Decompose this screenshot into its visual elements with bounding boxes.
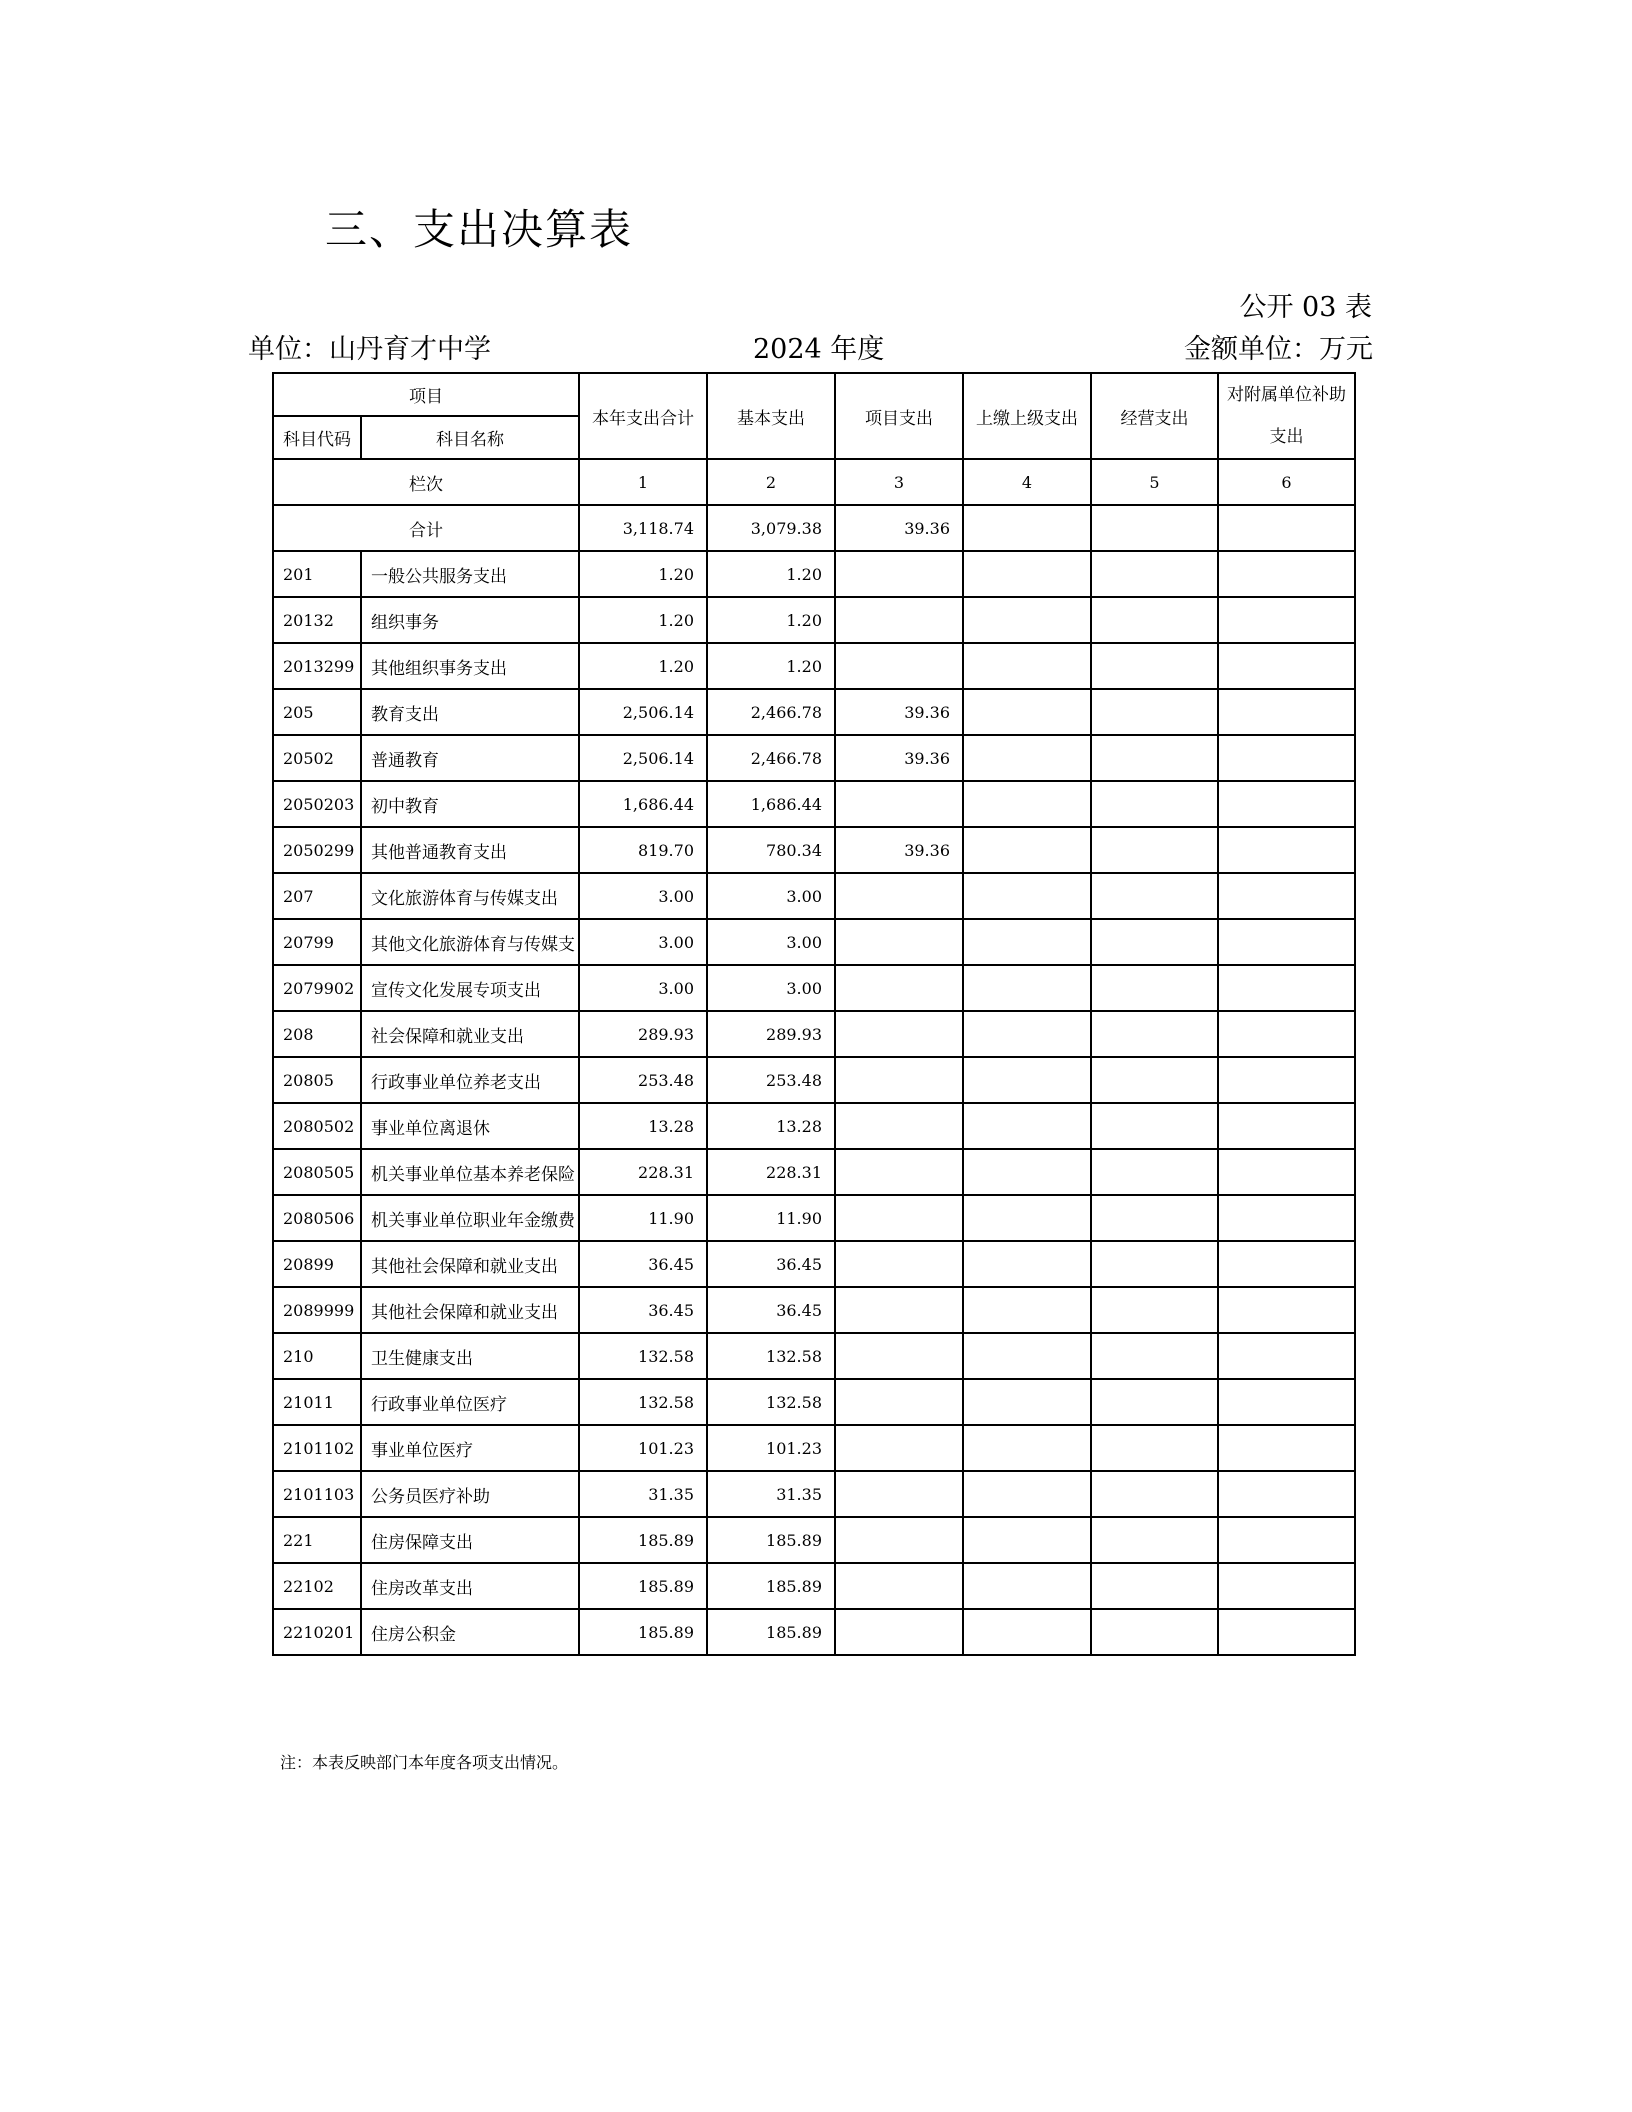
table-row xyxy=(273,1103,1355,1149)
row-col4 xyxy=(963,597,1091,643)
row-col5 xyxy=(1091,689,1218,735)
expenditure-table xyxy=(272,372,1356,1656)
row-code: 2079902 xyxy=(273,965,361,1011)
row-col2: 185.89 xyxy=(707,1609,835,1655)
row-col5 xyxy=(1091,919,1218,965)
row-col6 xyxy=(1218,965,1355,1011)
row-col6 xyxy=(1218,643,1355,689)
row-code: 2080505 xyxy=(273,1149,361,1195)
row-col3 xyxy=(835,965,963,1011)
row-code: 208 xyxy=(273,1011,361,1057)
row-col5 xyxy=(1091,1471,1218,1517)
row-col1: 185.89 xyxy=(579,1563,707,1609)
row-col6 xyxy=(1218,1517,1355,1563)
row-col6 xyxy=(1218,919,1355,965)
header-name: 科目名称 xyxy=(361,416,579,459)
row-col4 xyxy=(963,919,1091,965)
row-col2: 3.00 xyxy=(707,873,835,919)
row-col2: 11.90 xyxy=(707,1195,835,1241)
row-name: 教育支出 xyxy=(361,689,579,735)
row-col5 xyxy=(1091,735,1218,781)
row-col6 xyxy=(1218,551,1355,597)
row-name: 初中教育 xyxy=(361,781,579,827)
row-col4 xyxy=(963,781,1091,827)
row-col1: 31.35 xyxy=(579,1471,707,1517)
row-name: 住房改革支出 xyxy=(361,1563,579,1609)
row-col6 xyxy=(1218,1471,1355,1517)
row-name: 宣传文化发展专项支出 xyxy=(361,965,579,1011)
row-name: 其他社会保障和就业支出 xyxy=(361,1241,579,1287)
row-col1: 101.23 xyxy=(579,1425,707,1471)
total-col5 xyxy=(1091,505,1218,551)
row-col6 xyxy=(1218,1563,1355,1609)
row-col3 xyxy=(835,1471,963,1517)
header-col3: 项目支出 xyxy=(835,373,963,459)
row-col1: 185.89 xyxy=(579,1517,707,1563)
total-col1: 3,118.74 xyxy=(579,505,707,551)
total-row xyxy=(273,505,1355,551)
table-row xyxy=(273,781,1355,827)
header-col4: 上缴上级支出 xyxy=(963,373,1091,459)
table-row xyxy=(273,735,1355,781)
row-col3: 39.36 xyxy=(835,827,963,873)
row-col5 xyxy=(1091,643,1218,689)
header-col1: 本年支出合计 xyxy=(579,373,707,459)
row-code: 2013299 xyxy=(273,643,361,689)
row-col3 xyxy=(835,1011,963,1057)
row-col2: 101.23 xyxy=(707,1425,835,1471)
row-name: 住房保障支出 xyxy=(361,1517,579,1563)
table-row xyxy=(273,1195,1355,1241)
row-col5 xyxy=(1091,1425,1218,1471)
row-col1: 11.90 xyxy=(579,1195,707,1241)
table-row xyxy=(273,1011,1355,1057)
row-col5 xyxy=(1091,1241,1218,1287)
row-col3: 39.36 xyxy=(835,689,963,735)
row-col5 xyxy=(1091,1011,1218,1057)
total-col4 xyxy=(963,505,1091,551)
total-col3: 39.36 xyxy=(835,505,963,551)
row-name: 其他社会保障和就业支出 xyxy=(361,1287,579,1333)
row-col1: 289.93 xyxy=(579,1011,707,1057)
row-col1: 36.45 xyxy=(579,1241,707,1287)
row-code: 20132 xyxy=(273,597,361,643)
header-col2: 基本支出 xyxy=(707,373,835,459)
row-col4 xyxy=(963,1609,1091,1655)
row-col5 xyxy=(1091,597,1218,643)
row-code: 2101103 xyxy=(273,1471,361,1517)
table-row xyxy=(273,919,1355,965)
row-name: 卫生健康支出 xyxy=(361,1333,579,1379)
row-col3 xyxy=(835,1287,963,1333)
row-col2: 1,686.44 xyxy=(707,781,835,827)
row-col5 xyxy=(1091,827,1218,873)
row-col4 xyxy=(963,1333,1091,1379)
row-col4 xyxy=(963,1241,1091,1287)
row-col6 xyxy=(1218,1333,1355,1379)
row-col2: 253.48 xyxy=(707,1057,835,1103)
row-col4 xyxy=(963,873,1091,919)
row-code: 21011 xyxy=(273,1379,361,1425)
row-col1: 1.20 xyxy=(579,597,707,643)
row-col1: 3.00 xyxy=(579,965,707,1011)
row-col2: 3.00 xyxy=(707,919,835,965)
row-code: 210 xyxy=(273,1333,361,1379)
row-col3 xyxy=(835,1149,963,1195)
row-col4 xyxy=(963,551,1091,597)
row-col4 xyxy=(963,1379,1091,1425)
row-code: 20899 xyxy=(273,1241,361,1287)
row-col5 xyxy=(1091,1287,1218,1333)
row-col1: 1.20 xyxy=(579,643,707,689)
table-row xyxy=(273,689,1355,735)
row-col2: 185.89 xyxy=(707,1563,835,1609)
table-row xyxy=(273,827,1355,873)
row-name: 机关事业单位职业年金缴费 xyxy=(361,1195,579,1241)
row-col6 xyxy=(1218,1103,1355,1149)
row-col6 xyxy=(1218,1287,1355,1333)
total-col6 xyxy=(1218,505,1355,551)
lanci-number: 1 xyxy=(579,459,707,505)
lanci-label: 栏次 xyxy=(273,459,579,505)
table-row xyxy=(273,1471,1355,1517)
row-col6 xyxy=(1218,689,1355,735)
row-col2: 2,466.78 xyxy=(707,689,835,735)
row-col2: 228.31 xyxy=(707,1149,835,1195)
header-project: 项目 xyxy=(273,373,579,416)
row-code: 201 xyxy=(273,551,361,597)
table-row xyxy=(273,1379,1355,1425)
row-col6 xyxy=(1218,1057,1355,1103)
row-col3 xyxy=(835,1057,963,1103)
row-code: 207 xyxy=(273,873,361,919)
row-name: 组织事务 xyxy=(361,597,579,643)
row-col6 xyxy=(1218,1149,1355,1195)
row-col4 xyxy=(963,1149,1091,1195)
table-row xyxy=(273,1425,1355,1471)
row-col6 xyxy=(1218,1011,1355,1057)
row-col3 xyxy=(835,873,963,919)
row-name: 其他组织事务支出 xyxy=(361,643,579,689)
row-col1: 1,686.44 xyxy=(579,781,707,827)
row-col5 xyxy=(1091,781,1218,827)
row-col4 xyxy=(963,1425,1091,1471)
lanci-number: 4 xyxy=(963,459,1091,505)
row-name: 行政事业单位养老支出 xyxy=(361,1057,579,1103)
row-col1: 185.89 xyxy=(579,1609,707,1655)
table-row xyxy=(273,1609,1355,1655)
lanci-number: 3 xyxy=(835,459,963,505)
row-col3 xyxy=(835,1379,963,1425)
row-col4 xyxy=(963,1011,1091,1057)
row-col3 xyxy=(835,919,963,965)
row-col6 xyxy=(1218,1241,1355,1287)
row-col5 xyxy=(1091,1057,1218,1103)
row-col5 xyxy=(1091,1195,1218,1241)
row-col2: 132.58 xyxy=(707,1333,835,1379)
row-name: 其他普通教育支出 xyxy=(361,827,579,873)
lanci-number: 5 xyxy=(1091,459,1218,505)
row-col5 xyxy=(1091,1517,1218,1563)
table-note: 注：本表反映部门本年度各项支出情况。 xyxy=(280,1753,569,1772)
row-col4 xyxy=(963,1057,1091,1103)
total-col2: 3,079.38 xyxy=(707,505,835,551)
row-col3 xyxy=(835,1103,963,1149)
row-col5 xyxy=(1091,1149,1218,1195)
row-col4 xyxy=(963,1471,1091,1517)
row-col6 xyxy=(1218,827,1355,873)
row-col5 xyxy=(1091,1563,1218,1609)
row-col4 xyxy=(963,1195,1091,1241)
table-row xyxy=(273,1517,1355,1563)
row-code: 2050203 xyxy=(273,781,361,827)
row-code: 20799 xyxy=(273,919,361,965)
row-col3 xyxy=(835,1425,963,1471)
row-col5 xyxy=(1091,1333,1218,1379)
table-row xyxy=(273,1287,1355,1333)
row-col5 xyxy=(1091,1379,1218,1425)
row-col4 xyxy=(963,1103,1091,1149)
row-col6 xyxy=(1218,781,1355,827)
row-col1: 1.20 xyxy=(579,551,707,597)
table-row xyxy=(273,551,1355,597)
row-col4 xyxy=(963,827,1091,873)
row-code: 221 xyxy=(273,1517,361,1563)
row-col2: 13.28 xyxy=(707,1103,835,1149)
row-col3 xyxy=(835,597,963,643)
row-col4 xyxy=(963,1287,1091,1333)
table-row xyxy=(273,1057,1355,1103)
lanci-number: 2 xyxy=(707,459,835,505)
row-col6 xyxy=(1218,1195,1355,1241)
row-col1: 819.70 xyxy=(579,827,707,873)
row-col3 xyxy=(835,551,963,597)
header-col6-text: 对附属单位补助支出 xyxy=(1227,385,1346,447)
row-col3 xyxy=(835,1517,963,1563)
row-col5 xyxy=(1091,873,1218,919)
table-row xyxy=(273,597,1355,643)
header-col6 xyxy=(1218,373,1355,459)
row-col1: 2,506.14 xyxy=(579,735,707,781)
table-row xyxy=(273,873,1355,919)
year-label: 2024 年度 xyxy=(753,334,885,365)
row-col3 xyxy=(835,643,963,689)
row-col1: 253.48 xyxy=(579,1057,707,1103)
row-col3 xyxy=(835,781,963,827)
row-col3: 39.36 xyxy=(835,735,963,781)
row-name: 事业单位离退休 xyxy=(361,1103,579,1149)
row-col2: 31.35 xyxy=(707,1471,835,1517)
row-col6 xyxy=(1218,1425,1355,1471)
table-row xyxy=(273,643,1355,689)
total-label: 合计 xyxy=(273,505,579,551)
row-col4 xyxy=(963,735,1091,781)
row-name: 其他文化旅游体育与传媒支 xyxy=(361,919,579,965)
row-col1: 3.00 xyxy=(579,919,707,965)
row-code: 22102 xyxy=(273,1563,361,1609)
row-col2: 289.93 xyxy=(707,1011,835,1057)
row-col1: 228.31 xyxy=(579,1149,707,1195)
row-name: 行政事业单位医疗 xyxy=(361,1379,579,1425)
row-col3 xyxy=(835,1241,963,1287)
lanci-number: 6 xyxy=(1218,459,1355,505)
row-col1: 3.00 xyxy=(579,873,707,919)
meta-row xyxy=(248,330,1373,370)
row-col5 xyxy=(1091,1103,1218,1149)
row-name: 公务员医疗补助 xyxy=(361,1471,579,1517)
row-col6 xyxy=(1218,1609,1355,1655)
row-col2: 1.20 xyxy=(707,597,835,643)
row-col4 xyxy=(963,1517,1091,1563)
row-col2: 1.20 xyxy=(707,551,835,597)
row-col1: 13.28 xyxy=(579,1103,707,1149)
row-col2: 36.45 xyxy=(707,1241,835,1287)
row-col3 xyxy=(835,1195,963,1241)
unit-label: 单位：山丹育才中学 xyxy=(248,334,491,365)
row-name: 普通教育 xyxy=(361,735,579,781)
row-col4 xyxy=(963,643,1091,689)
header-col5: 经营支出 xyxy=(1091,373,1218,459)
row-col2: 1.20 xyxy=(707,643,835,689)
row-code: 2089999 xyxy=(273,1287,361,1333)
row-col2: 3.00 xyxy=(707,965,835,1011)
row-col6 xyxy=(1218,597,1355,643)
row-col5 xyxy=(1091,965,1218,1011)
row-col1: 36.45 xyxy=(579,1287,707,1333)
row-col4 xyxy=(963,1563,1091,1609)
row-col2: 185.89 xyxy=(707,1517,835,1563)
row-col2: 2,466.78 xyxy=(707,735,835,781)
row-col1: 2,506.14 xyxy=(579,689,707,735)
row-col6 xyxy=(1218,873,1355,919)
row-name: 社会保障和就业支出 xyxy=(361,1011,579,1057)
row-code: 205 xyxy=(273,689,361,735)
row-col4 xyxy=(963,689,1091,735)
table-row xyxy=(273,1241,1355,1287)
page-title: 三、支出决算表 xyxy=(325,205,634,254)
money-unit-label: 金额单位：万元 xyxy=(1184,334,1373,365)
row-col2: 36.45 xyxy=(707,1287,835,1333)
row-col2: 132.58 xyxy=(707,1379,835,1425)
row-code: 2080506 xyxy=(273,1195,361,1241)
row-col1: 132.58 xyxy=(579,1333,707,1379)
row-code: 20502 xyxy=(273,735,361,781)
row-name: 一般公共服务支出 xyxy=(361,551,579,597)
row-code: 2210201 xyxy=(273,1609,361,1655)
row-code: 2050299 xyxy=(273,827,361,873)
row-name: 机关事业单位基本养老保险 xyxy=(361,1149,579,1195)
row-col5 xyxy=(1091,551,1218,597)
header-code: 科目代码 xyxy=(273,416,361,459)
table-body xyxy=(273,505,1355,1655)
row-col1: 132.58 xyxy=(579,1379,707,1425)
row-code: 2101102 xyxy=(273,1425,361,1471)
row-col3 xyxy=(835,1609,963,1655)
row-name: 文化旅游体育与传媒支出 xyxy=(361,873,579,919)
row-col5 xyxy=(1091,1609,1218,1655)
row-col3 xyxy=(835,1333,963,1379)
row-col6 xyxy=(1218,735,1355,781)
row-code: 2080502 xyxy=(273,1103,361,1149)
row-code: 20805 xyxy=(273,1057,361,1103)
table-row xyxy=(273,1563,1355,1609)
table-row xyxy=(273,1333,1355,1379)
table-row xyxy=(273,1149,1355,1195)
row-name: 住房公积金 xyxy=(361,1609,579,1655)
row-col6 xyxy=(1218,1379,1355,1425)
row-name: 事业单位医疗 xyxy=(361,1425,579,1471)
form-number: 公开 03 表 xyxy=(1239,292,1372,323)
row-col4 xyxy=(963,965,1091,1011)
row-col2: 780.34 xyxy=(707,827,835,873)
row-col3 xyxy=(835,1563,963,1609)
table-row xyxy=(273,965,1355,1011)
